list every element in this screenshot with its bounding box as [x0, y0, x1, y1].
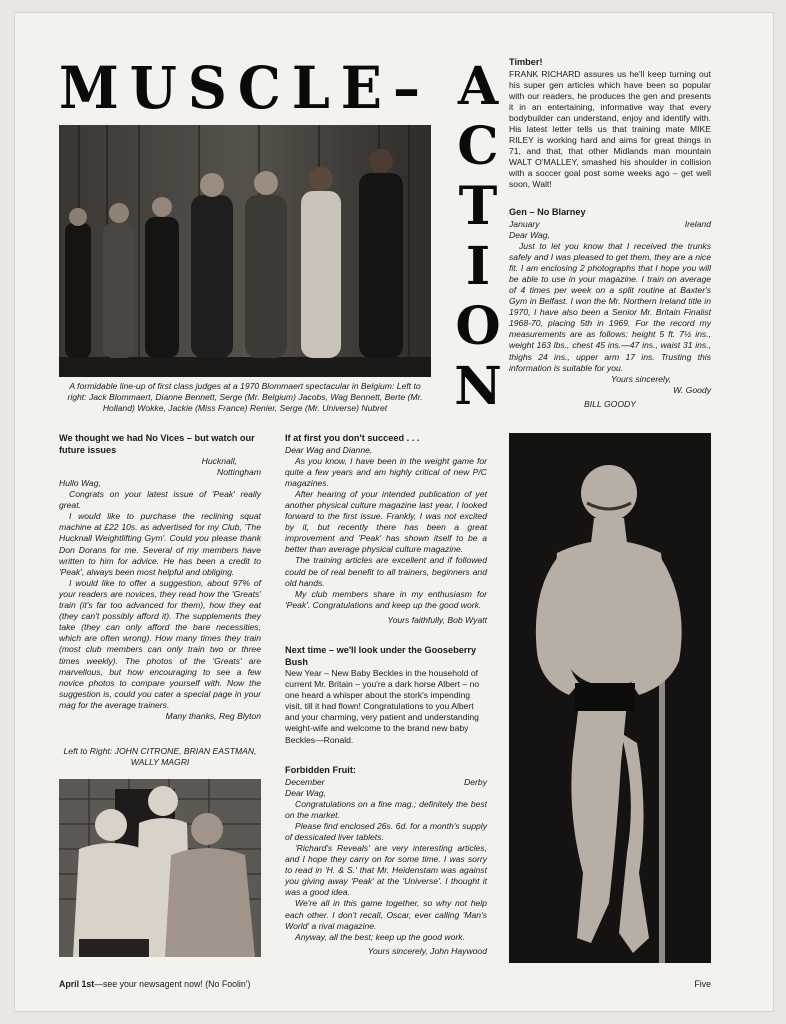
gen-date: January: [509, 218, 540, 229]
page-number: Five: [694, 979, 711, 989]
vices-salutation: Hullo Wag,: [59, 478, 101, 488]
bodybuilder-photo: [509, 433, 711, 963]
fruit-p4: We're all in this game together, so why not help each other. I don't recall, Oscar, ever calling 'Man's World' a rival magazine.: [285, 898, 487, 931]
vices-body: [59, 489, 261, 711]
fruit-dateline: [285, 777, 487, 788]
gen-body: Just to let you know that I received the trunks safely and I was pleased to get them, they are a nice fit. I am enclosing 2 photographs that I hope you will be able to use in your magazine. I train on average of 4 times per week on a split routine at Baxter's Gym in Belfast. I won the Mr. Northern Ireland title in 1970, I have also been a Senior Mr. Britain Finalist 1968-70, placing 5th in 1969. For the record my measurements are as follows: height 5 ft. 7½ ins., weight 163 lbs., chest 45 ins.—47 ins., waist 31 ins., thighs 24 ins., upper arm 17 ins. Trusting this information is suitable for you.: [509, 240, 711, 373]
first-closing: Yours faithfully, Bob Wyatt: [387, 614, 487, 625]
gen-salutation: Dear Wag,: [509, 229, 550, 240]
first-body: [285, 456, 487, 611]
gen-closing: Yours sincerely,: [610, 373, 671, 384]
bodybuilder-photo-image: [509, 433, 711, 963]
vices-place1: Hucknall,: [201, 456, 237, 466]
first-p4: My club members share in my enthusiasm for 'Peak'. Congratulations and keep up the good work.: [285, 588, 487, 610]
first-p2: After hearing of your intended publication of yet another physical culture magazine last year, I looked forward to the first issue. Frankly, I was not excited by it, but recently there has been a great improvement and 'Peak' has shown itself to be a better than average physical culture magazine.: [285, 488, 487, 555]
fruit-place: Derby: [464, 776, 487, 787]
next-body: New Year – New Baby Beckles in the household of current Mr. Britain – you're a dark horse Albert – no one heard a whisper about the stork's impending visit, till it had flown! Congratulations to you Albert and your charming, very patient and understanding weight-wife and welcome to the brand new baby Beckles—Ronald.: [285, 668, 480, 745]
gen-place: Ireland: [684, 218, 711, 229]
vices-section: [59, 433, 261, 722]
vices-place2: Nottingham: [217, 467, 261, 477]
footer-rest: —see your newsagent now! (No Foolin'): [94, 979, 251, 989]
judges-photo: [59, 125, 431, 377]
gen-signature: W. Goody: [673, 384, 711, 395]
vices-closing: Many thanks, Reg Blyton: [165, 710, 261, 721]
fruit-p5: Anyway, all the best; keep up the good work.: [295, 931, 465, 942]
fruit-body: [285, 799, 487, 943]
fruit-p3: 'Richard's Reveals' are very interesting articles, and I hope they carry on for some time. I was sorry to read in 'H. & S.' that Mr. Heidenstam was against you giving away 'Peak' at the 'Universe'. I thought it was a good idea.: [285, 842, 487, 898]
headline-letter: N: [454, 356, 502, 417]
first-p3: The training articles are excellent and if followed could be of real benefit to all trainers, beginners and old hands.: [285, 555, 487, 588]
headline-letter: I: [465, 236, 491, 297]
fruit-p2: Please find enclosed 26s. 6d. for a month's supply of dessicated liver tablets.: [285, 820, 487, 842]
vices-p3: I would like to offer a suggestion, about 97% of your readers are novices, they read how the 'Greats' train (it's far too advanced for them), how they eat (they can't possibly afford it). The supplements they take (they can only afford the bare necessities, which are often wrong). How many times they train (most club members can only train two or three times weekly). The photos of the 'Greats' are marvellous, but how encouraging to see a few novice photos to compare yourself with. Now the suggestion is, could you cater a special page in your mag for the average trainers.: [59, 577, 261, 710]
fruit-salutation: Dear Wag,: [285, 787, 326, 798]
headline-letter: T: [458, 176, 498, 237]
first-heading: If at first you don't succeed . . .: [285, 433, 420, 443]
trio-photo-image: [59, 779, 261, 957]
next-section: [285, 645, 487, 746]
fruit-heading: Forbidden Fruit:: [285, 765, 356, 775]
footer-bold: April 1st: [59, 979, 95, 989]
footer: [59, 979, 711, 989]
fruit-date: December: [285, 776, 325, 787]
gen-photo-name: BILL GOODY: [584, 398, 636, 409]
headline-letter: C: [457, 116, 499, 177]
first-section: [285, 433, 487, 626]
gen-dateline: [509, 219, 711, 230]
judges-photo-image: [59, 125, 431, 377]
headline-vertical: [453, 57, 503, 417]
headline-letter: A: [457, 56, 499, 117]
magazine-page: [14, 12, 774, 1012]
headline-letter: O: [455, 296, 501, 357]
gen-heading: Gen – No Blarney: [509, 207, 586, 217]
timber-section: [509, 57, 711, 191]
fruit-closing: Yours sincerely, John Haywood: [367, 945, 487, 956]
small-photo-caption: Left to Right: JOHN CITRONE, BRIAN EASTMAN, WALLY MAGRI: [63, 746, 257, 767]
timber-body: FRANK RICHARD assures us he'll keep turning out his super gen articles which have been so popular with our readers, he produces the gen and presents it in an entertaining, informative way that every bodybuilder can understand, enjoy and identify with. His latest letter tells us that training mate MIKE RILEY is working hard and aims for great things in 71, and that, that other Midlands man mountain WALT O'MALLEY, smashed his shoulder in collision with a soccer goal post some weeks ago – get well soon, Walt!: [509, 68, 711, 190]
fruit-p1: Congratulations on a fine mag.; definitely the best on the market.: [285, 798, 487, 820]
fruit-section: [285, 765, 487, 957]
gen-section: [509, 207, 711, 410]
first-p1: As you know, I have been in the weight game for quite a few years and am highly critical of new P/C magazines.: [285, 455, 487, 488]
first-salutation: Dear Wag and Dianne,: [285, 444, 373, 455]
timber-heading: Timber!: [509, 57, 543, 67]
vices-p2: I would like to purchase the reclining squat machine at £22 10s. as advertised for my Club, 'The Hucknall Weightlifting Gym'. Could you please thank Don Dorans for me. Several of my members have written to him for advice. He has been a credit to 'Peak', always been most helpful and obliging.: [59, 511, 261, 577]
vices-p1: Congrats on your latest issue of 'Peak' really great.: [59, 489, 261, 511]
headline: MUSCLE–: [59, 53, 431, 123]
next-heading: Next time – we'll look under the Gooseberry Bush: [285, 645, 477, 667]
vices-heading: We thought we had No Vices – but watch our future issues: [59, 433, 255, 455]
judges-caption: A formidable line-up of first class judges at a 1970 Blommaert spectacular in Belgium: Left to right: Jack Blommaert, Dianne Bennett, Serge (Mr. Belgium) Jacobs, Wag Bennett, Berte (Mr. Holland) Wokke, Jackie (Miss France) Renier, Serge (Mr. Universe) Nubret: [67, 381, 423, 413]
trio-photo: [59, 779, 261, 957]
